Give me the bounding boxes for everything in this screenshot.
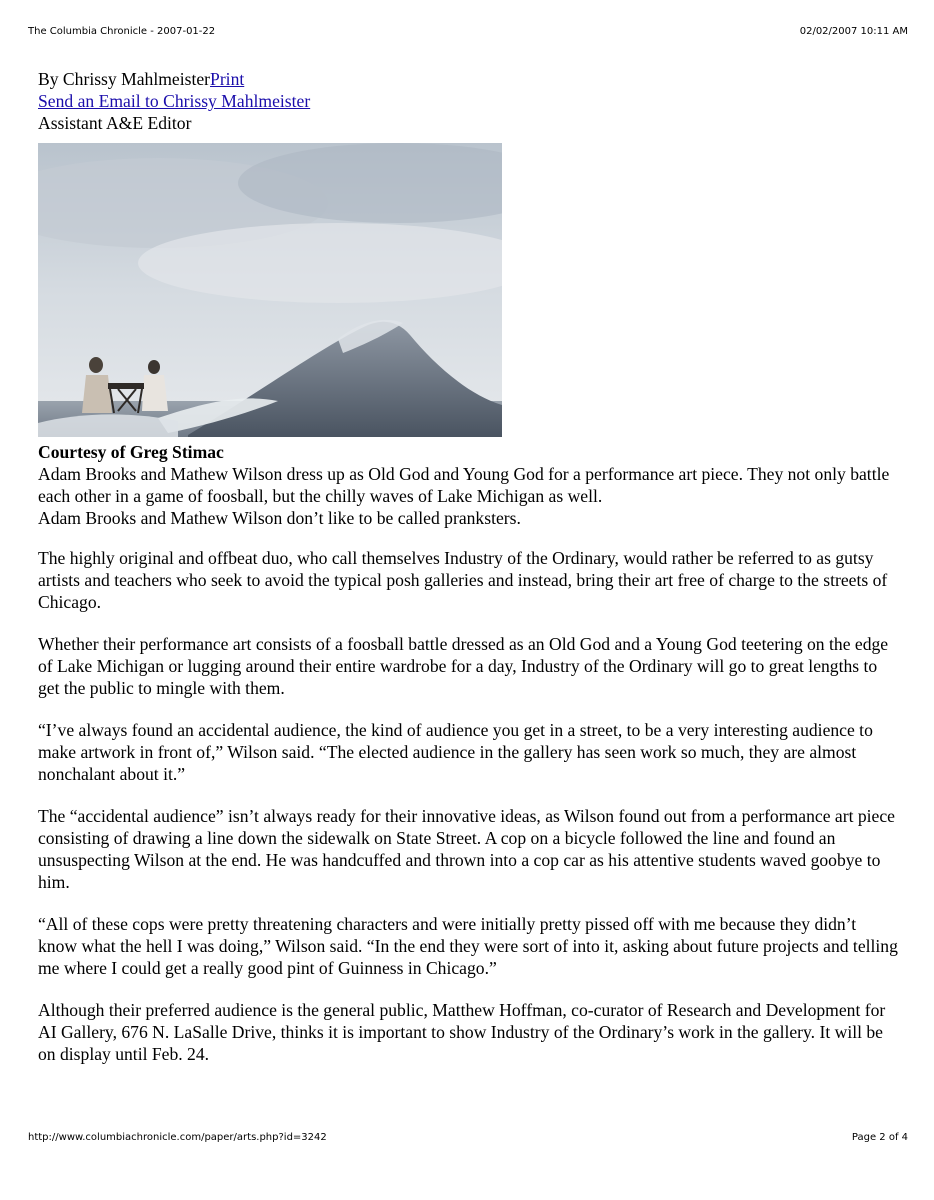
byline-role: Assistant A&E Editor <box>38 113 192 133</box>
footer-url: http://www.columbiachronicle.com/paper/arts.php?id=3242 <box>28 1132 327 1143</box>
article-photo <box>38 143 502 437</box>
article-paragraph: The “accidental audience” isn’t always ready for their innovative ideas, as Wilson found out from a performance art piece consisting of drawing a line down the sidewalk on State Street. A cop on a bicycle followed the line and found an unsuspecting Wilson at the end. He was handcuffed and thrown into a cop car as his attentive students waved goobye to him. <box>38 806 895 892</box>
header-datetime: 02/02/2007 10:11 AM <box>799 26 908 37</box>
lake-wave-photo <box>38 143 502 437</box>
print-link[interactable]: Print <box>210 69 245 89</box>
footer-page-number: Page 2 of 4 <box>851 1132 908 1143</box>
article-lead: Adam Brooks and Mathew Wilson don’t like to be called pranksters. <box>38 508 521 528</box>
header-title: The Columbia Chronicle - 2007-01-22 <box>28 26 216 37</box>
print-header <box>28 26 908 37</box>
article-paragraph: “I’ve always found an accidental audience, the kind of audience you get in a street, to be a very interesting audience to make artwork in front of,” Wilson said. “The elected audience in the gallery has seen work so much, they are almost nonchalant about it.” <box>38 720 873 784</box>
email-author-link[interactable]: Send an Email to Chrissy Mahlmeister <box>38 91 311 111</box>
article-paragraph: The highly original and offbeat duo, who call themselves Industry of the Ordinary, would rather be referred to as gutsy artists and teachers who seek to avoid the typical posh galleries and instead, bring their art free of charge to the streets of Chicago. <box>38 548 888 612</box>
article-paragraph: “All of these cops were pretty threatening characters and were initially pretty pissed off with me because they didn’t know what the hell I was doing,” Wilson said. “In the end they were sort of into it, asking about future projects and telling me where I could get a really good pint of Guinness in Chicago.” <box>38 914 898 978</box>
article-paragraph: Although their preferred audience is the general public, Matthew Hoffman, co-curator of Research and Development for AI Gallery, 676 N. LaSalle Drive, thinks it is important to show Industry of the Ordinary’s work in the gallery. It will be on display until Feb. 24. <box>38 1000 886 1064</box>
photo-credit: Courtesy of Greg Stimac <box>38 442 224 462</box>
email-line <box>38 90 898 112</box>
print-footer <box>28 1132 908 1143</box>
article-paragraph: Whether their performance art consists of a foosball battle dressed as an Old God and a Young God teetering on the edge of Lake Michigan or lugging around their entire wardrobe for a day, Industry of the Ordinary will go to great lengths to get the public to mingle with them. <box>38 634 889 698</box>
byline <box>38 68 898 90</box>
article-content <box>38 68 898 1085</box>
photo-caption: Adam Brooks and Mathew Wilson dress up as Old God and Young God for a performance art piece. They not only battle each other in a game of foosball, but the chilly waves of Lake Michigan as well. <box>38 464 890 506</box>
byline-author: By Chrissy Mahlmeister <box>38 69 211 89</box>
